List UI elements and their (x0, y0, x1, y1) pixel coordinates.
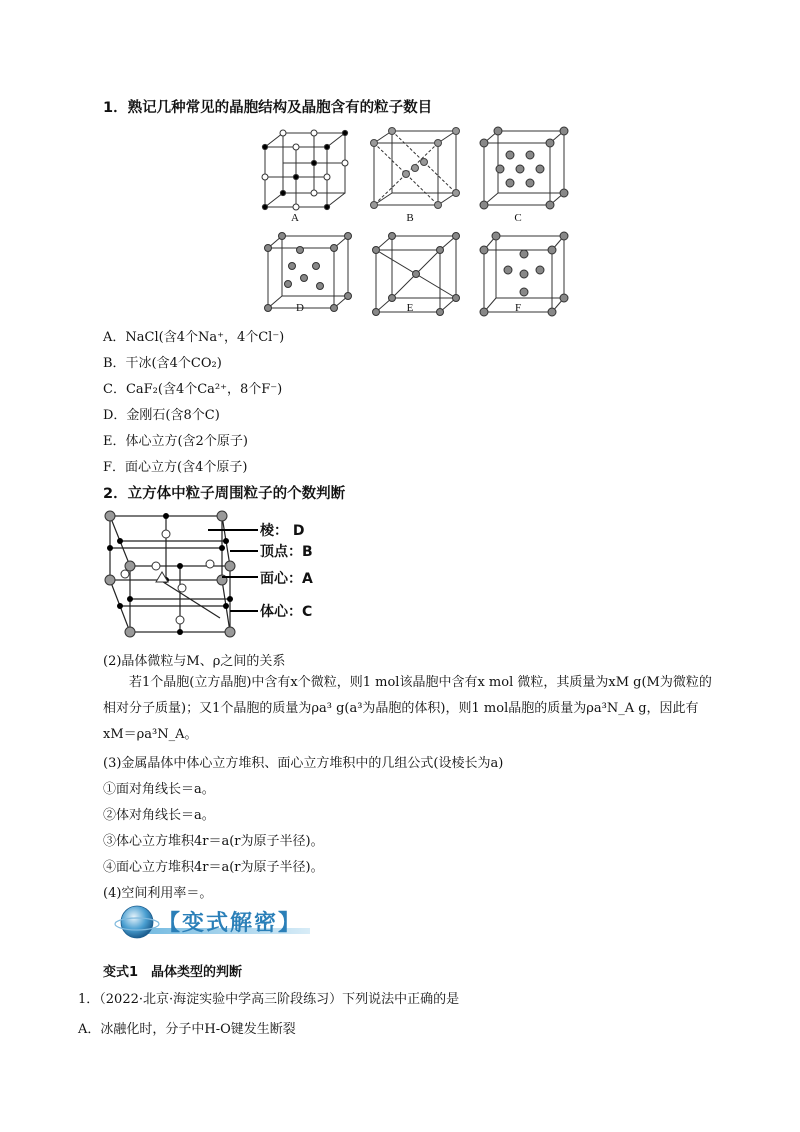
figure-label-b: B (406, 212, 414, 224)
question-1-option-a: A．冰融化时，分子中H-O键发生断裂 (78, 1022, 296, 1037)
figure-label-c: C (514, 212, 522, 224)
variant-title: 变式1 晶体类型的判断 (103, 965, 243, 980)
section-2-title: 2．立方体中粒子周围粒子的个数判断 (103, 486, 346, 502)
formula-1: ①面对角线长＝a。 (103, 782, 215, 797)
formula-4: ④面心立方堆积4r＝a(r为原子半径)。 (103, 860, 324, 875)
label-face-center: 面心：A (260, 571, 313, 587)
item-c: C．CaF₂(含4个Ca²⁺，8个F⁻) (103, 382, 283, 397)
formula-2: ②体对角线长＝a。 (103, 808, 215, 823)
item-a: A．NaCl(含4个Na⁺，4个Cl⁻) (103, 330, 285, 345)
banner-title: 【变式解密】 (158, 910, 303, 936)
formula-3: ③体心立方堆积4r＝a(r为原子半径)。 (103, 834, 324, 849)
question-1: 1．（2022·北京·海淀实验中学高三阶段练习）下列说法中正确的是 (78, 992, 460, 1007)
cell-b-icon (371, 128, 460, 209)
label-body-center: 体心：C (260, 604, 313, 620)
cell-d-icon (265, 233, 352, 312)
relation-heading: (2)晶体微粒与M、ρ之间的关系 (103, 654, 286, 669)
figure-label-e: E (406, 302, 414, 314)
formula-heading: (3)金属晶体中体心立方堆积、面心立方堆积中的几组公式(设棱长为a) (103, 756, 504, 771)
figure-label-d: D (296, 302, 304, 314)
figure-label-a: A (291, 212, 299, 224)
item-f: F．面心立方(含4个原子) (103, 460, 248, 475)
relation-paragraph: 若1个晶胞(立方晶胞)中含有x个微粒，则1 mol该晶胞中含有x mol 微粒，其质量为xM g(M为微粒的相对分子质量)；又1个晶胞的质量为ρa³ g(a³为晶胞的体积)，则1 mol晶胞的质量为ρa³N_A g，因此有xM＝ρa³N_A。 (103, 675, 712, 742)
item-b: B．干冰(含4个CO₂) (103, 356, 222, 371)
item-e: E．体心立方(含2个原子) (103, 434, 248, 449)
figure-label-f: F (514, 302, 522, 314)
section-1-title: 1．熟记几种常见的晶胞结构及晶胞含有的粒子数目 (103, 100, 433, 116)
label-edge: 棱： D (260, 523, 305, 539)
item-d: D．金刚石(含8个C) (103, 408, 220, 423)
cell-c-icon (480, 127, 568, 209)
cell-a-icon (265, 133, 345, 207)
label-vertex: 顶点：B (260, 544, 313, 560)
space-utilization: (4)空间利用率＝。 (103, 886, 213, 901)
